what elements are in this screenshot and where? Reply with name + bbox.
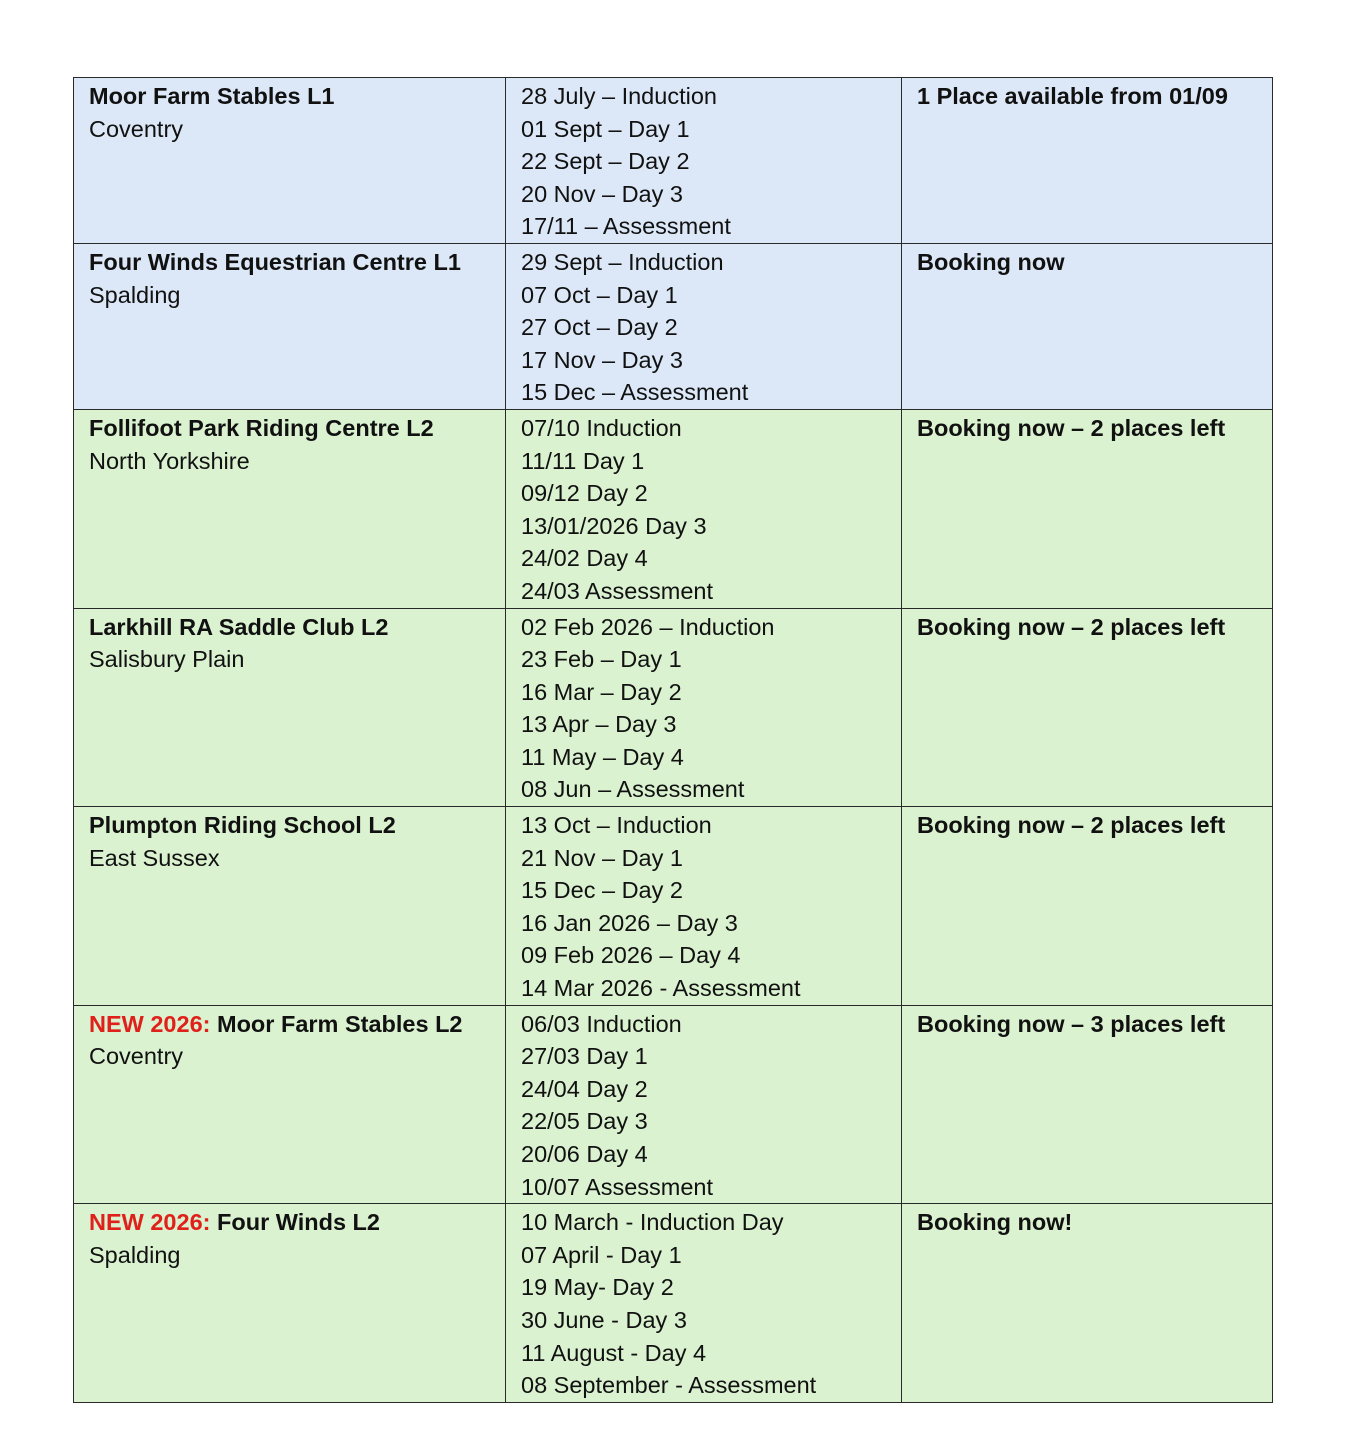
venue-cell bbox=[74, 1204, 506, 1403]
availability-cell bbox=[902, 243, 1273, 409]
dates-cell bbox=[506, 409, 902, 608]
venue-name-line bbox=[89, 1008, 491, 1041]
availability-status: Booking now – 3 places left bbox=[917, 1010, 1226, 1037]
session-date: 30 June - Day 3 bbox=[521, 1306, 687, 1333]
venue-name-line bbox=[89, 412, 491, 445]
venue-name-line bbox=[89, 611, 491, 644]
session-date: 29 Sept – Induction bbox=[521, 248, 724, 275]
availability-status: Booking now! bbox=[917, 1209, 1073, 1236]
dates-cell bbox=[506, 1005, 902, 1204]
venue-name-line bbox=[89, 80, 491, 113]
venue-name: Four Winds L2 bbox=[217, 1209, 380, 1236]
session-date: 20/06 Day 4 bbox=[521, 1141, 648, 1167]
availability-status: 1 Place available from 01/09 bbox=[917, 83, 1228, 109]
session-date: 13/01/2026 Day 3 bbox=[521, 512, 707, 539]
session-date: 15 Dec – Assessment bbox=[521, 379, 749, 406]
new-course-prefix: NEW 2026: bbox=[89, 1209, 211, 1236]
venue-cell bbox=[74, 807, 506, 1006]
new-course-prefix: NEW 2026: bbox=[89, 1010, 211, 1037]
venue-location: North Yorkshire bbox=[89, 447, 250, 474]
venue-name: Moor Farm Stables L2 bbox=[217, 1010, 463, 1037]
session-date: 13 Apr – Day 3 bbox=[521, 711, 677, 738]
availability-cell bbox=[902, 409, 1273, 608]
session-date: 24/03 Assessment bbox=[521, 577, 714, 604]
session-date: 01 Sept – Day 1 bbox=[521, 115, 690, 142]
session-date: 24/04 Day 2 bbox=[521, 1075, 648, 1102]
session-date: 09 Feb 2026 – Day 4 bbox=[521, 942, 741, 969]
venue-name: Plumpton Riding School L2 bbox=[89, 812, 396, 839]
availability-status: Booking now – 2 places left bbox=[917, 812, 1226, 839]
venue-location: Spalding bbox=[89, 1241, 181, 1268]
course-row bbox=[74, 807, 1273, 1006]
session-date: 13 Oct – Induction bbox=[521, 812, 712, 839]
course-schedule-body bbox=[74, 78, 1273, 1403]
venue-name: Moor Farm Stables L1 bbox=[89, 83, 335, 109]
availability-status: Booking now bbox=[917, 248, 1065, 275]
course-schedule-table bbox=[73, 77, 1273, 1403]
session-date: 06/03 Induction bbox=[521, 1010, 682, 1037]
availability-cell bbox=[902, 78, 1273, 244]
session-date: 07 Oct – Day 1 bbox=[521, 281, 678, 308]
venue-name-line bbox=[89, 1206, 491, 1239]
venue-location: Salisbury Plain bbox=[89, 646, 245, 673]
session-date: 16 Jan 2026 – Day 3 bbox=[521, 909, 738, 936]
course-row bbox=[74, 409, 1273, 608]
availability-cell bbox=[902, 1005, 1273, 1204]
session-date: 20 Nov – Day 3 bbox=[521, 180, 683, 207]
venue-cell bbox=[74, 409, 506, 608]
dates-cell bbox=[506, 1204, 902, 1403]
session-date: 27/03 Day 1 bbox=[521, 1043, 648, 1070]
session-date: 14 Mar 2026 - Assessment bbox=[521, 975, 801, 1002]
venue-name: Follifoot Park Riding Centre L2 bbox=[89, 414, 434, 441]
course-row bbox=[74, 1204, 1273, 1403]
session-date: 22 Sept – Day 2 bbox=[521, 148, 690, 175]
availability-status: Booking now – 2 places left bbox=[917, 613, 1226, 640]
session-date: 10/07 Assessment bbox=[521, 1173, 714, 1200]
session-date: 07 April - Day 1 bbox=[521, 1241, 682, 1268]
session-date: 28 July – Induction bbox=[521, 83, 717, 109]
availability-cell bbox=[902, 608, 1273, 807]
availability-cell bbox=[902, 1204, 1273, 1403]
venue-location: Coventry bbox=[89, 115, 184, 142]
course-row bbox=[74, 1005, 1273, 1204]
session-date: 07/10 Induction bbox=[521, 414, 682, 441]
session-date: 11 May – Day 4 bbox=[521, 743, 684, 770]
course-row bbox=[74, 78, 1273, 244]
venue-name-line bbox=[89, 246, 491, 279]
session-date: 22/05 Day 3 bbox=[521, 1108, 648, 1135]
course-row bbox=[74, 243, 1273, 409]
session-date: 11/11 Day 1 bbox=[521, 447, 645, 474]
session-date: 17/11 – Assessment bbox=[521, 213, 731, 240]
venue-cell bbox=[74, 608, 506, 807]
session-date: 08 September - Assessment bbox=[521, 1372, 817, 1399]
venue-location: Coventry bbox=[89, 1043, 184, 1070]
session-date: 11 August - Day 4 bbox=[521, 1339, 707, 1366]
venue-cell bbox=[74, 78, 506, 244]
session-date: 02 Feb 2026 – Induction bbox=[521, 613, 775, 640]
availability-status: Booking now – 2 places left bbox=[917, 414, 1226, 441]
dates-cell bbox=[506, 78, 902, 244]
availability-cell bbox=[902, 807, 1273, 1006]
venue-name-line bbox=[89, 809, 491, 842]
session-date: 16 Mar – Day 2 bbox=[521, 678, 682, 705]
venue-location: East Sussex bbox=[89, 844, 220, 871]
venue-cell bbox=[74, 243, 506, 409]
venue-name: Larkhill RA Saddle Club L2 bbox=[89, 613, 389, 640]
session-date: 23 Feb – Day 1 bbox=[521, 646, 682, 673]
venue-cell bbox=[74, 1005, 506, 1204]
dates-cell bbox=[506, 243, 902, 409]
session-date: 19 May- Day 2 bbox=[521, 1274, 674, 1301]
session-date: 17 Nov – Day 3 bbox=[521, 346, 683, 373]
session-date: 09/12 Day 2 bbox=[521, 480, 648, 507]
session-date: 15 Dec – Day 2 bbox=[521, 877, 683, 904]
session-date: 21 Nov – Day 1 bbox=[521, 844, 683, 871]
course-row bbox=[74, 608, 1273, 807]
dates-cell bbox=[506, 807, 902, 1006]
session-date: 10 March - Induction Day bbox=[521, 1209, 784, 1236]
dates-cell bbox=[506, 608, 902, 807]
session-date: 24/02 Day 4 bbox=[521, 545, 648, 572]
session-date: 27 Oct – Day 2 bbox=[521, 314, 678, 341]
session-date: 08 Jun – Assessment bbox=[521, 776, 745, 803]
venue-name: Four Winds Equestrian Centre L1 bbox=[89, 248, 461, 275]
venue-location: Spalding bbox=[89, 281, 181, 308]
